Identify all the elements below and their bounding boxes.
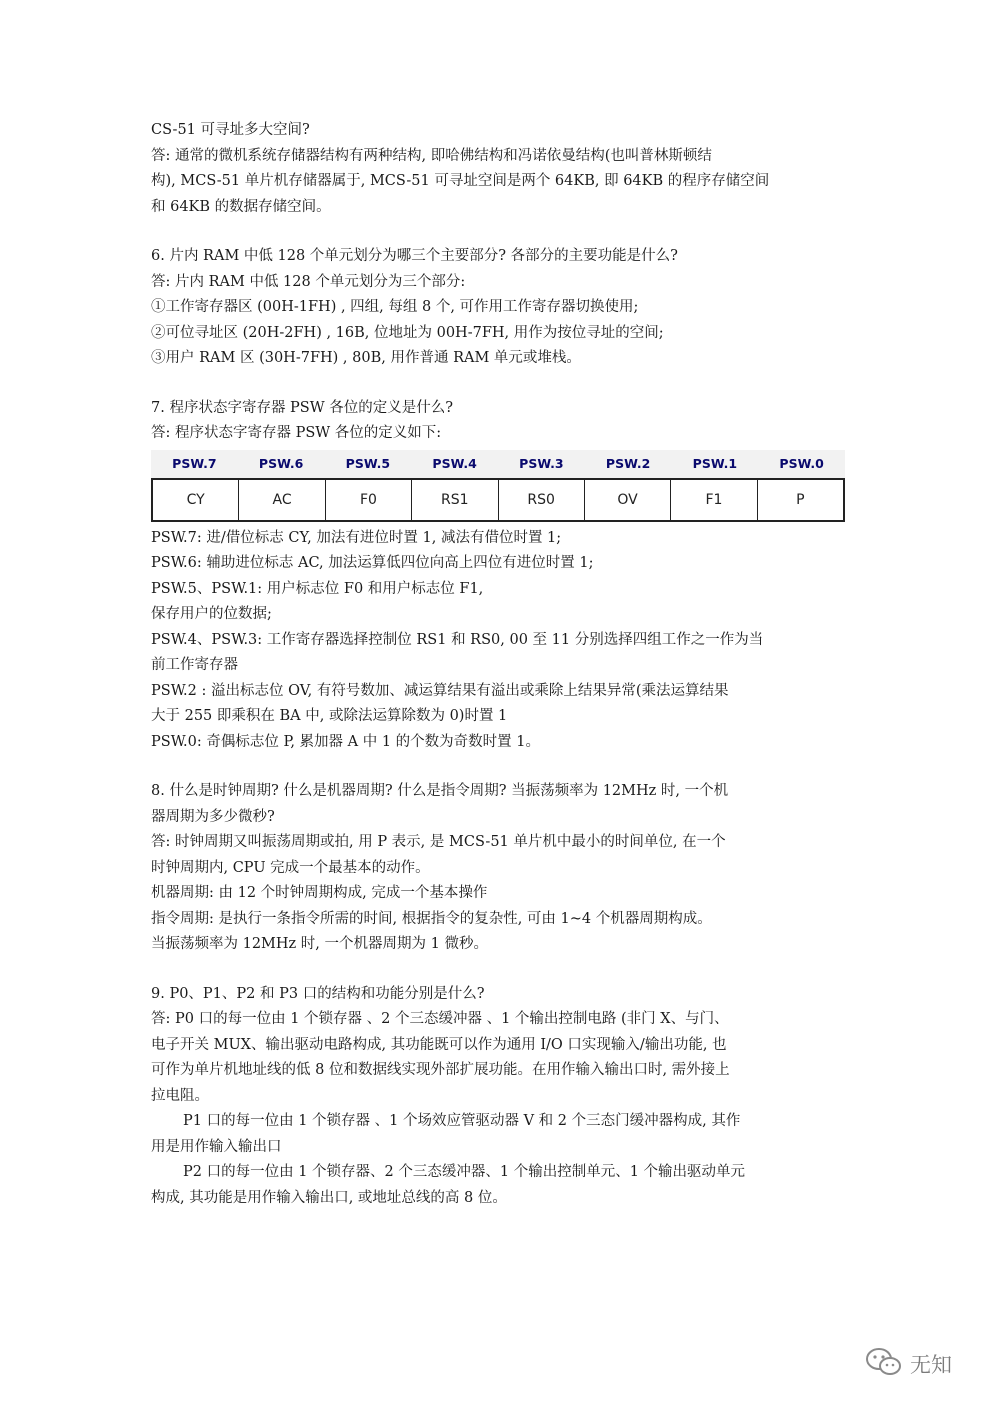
answer-line: ③用户 RAM 区 (30H-7FH) , 80B, 用作普通 RAM 单元或堆栈。 [151, 350, 581, 366]
psw-table [151, 450, 845, 522]
psw-desc-line: PSW.0: 奇偶标志位 P, 累加器 A 中 1 的个数为奇数时置 1。 [151, 733, 540, 750]
paragraph-line: 构), MCS-51 单片机存储器属于, MCS-51 可寻址空间是两个 64KB, 即 64KB 的程序存储空间 [151, 173, 770, 189]
psw-desc-line: 前工作寄存器 [151, 657, 238, 673]
answer-line: 可作为单片机地址线的低 8 位和数据线实现外部扩展功能。在用作输入输出口时, 需外接上 [151, 1062, 730, 1078]
answer-line: 拉电阻。 [151, 1087, 209, 1104]
paragraph-line: 和 64KB 的数据存储空间。 [151, 198, 331, 215]
psw-bit-cell: P [796, 491, 805, 508]
psw-header-cell: PSW.0 [779, 456, 824, 471]
document-body [151, 118, 851, 1211]
question-7: 7. 程序状态字寄存器 PSW 各位的定义是什么? [151, 399, 454, 416]
psw-header-cell: PSW.5 [345, 456, 391, 471]
watermark-text: 无知 [910, 1353, 952, 1377]
answer-line: 指令周期: 是执行一条指令所需的时间, 根据指令的复杂性, 可由 1~4 个机器周期构成。 [151, 910, 712, 927]
answer-line: 答: 程序状态字寄存器 PSW 各位的定义如下: [151, 425, 442, 441]
answer-line: 答: P0 口的每一位由 1 个锁存器 、2 个三态缓冲器 、1 个输出控制电路 (非门 X、与门、 [151, 1011, 729, 1027]
answer-line: 答: 时钟周期又叫振荡周期或拍, 用 P 表示, 是 MCS-51 单片机中最小的时间单位, 在一个 [151, 834, 726, 850]
psw-desc-line: 大于 255 即乘积在 BA 中, 或除法运算除数为 0)时置 1 [151, 708, 508, 724]
answer-line: ①工作寄存器区 (00H-1FH) , 四组, 每组 8 个, 可作用工作寄存器切换使用; [151, 299, 639, 315]
watermark [864, 1346, 952, 1382]
psw-bit-cell: CY [153, 480, 239, 520]
answer-line: 电子开关 MUX、输出驱动电路构成, 其功能既可以作为通用 I/O 口实现输入/输出功能, 也 [151, 1036, 727, 1053]
psw-header-cell: PSW.4 [432, 456, 477, 471]
psw-bit-cell: RS1 [412, 480, 498, 520]
answer-line: 时钟周期内, CPU 完成一个最基本的动作。 [151, 859, 430, 876]
psw-header-cell: PSW.2 [605, 456, 651, 471]
wechat-icon [864, 1346, 904, 1382]
answer-line: 构成, 其功能是用作输入输出口, 或地址总线的高 8 位。 [151, 1189, 507, 1206]
paragraph-line: 答: 通常的微机系统存储器结构有两种结构, 即哈佛结构和冯诺依曼结构(也叫普林斯顿结 [151, 147, 712, 164]
answer-line: 当振荡频率为 12MHz 时, 一个机器周期为 1 微秒。 [151, 936, 488, 952]
psw-desc-line: PSW.2 : 溢出标志位 OV, 有符号数加、减运算结果有溢出或乘除上结果异常(乘法运算结果 [151, 682, 729, 699]
psw-desc-line: PSW.7: 进/借位标志 CY, 加法有进位时置 1, 减法有借位时置 1; [151, 529, 562, 546]
psw-desc-line: PSW.5、PSW.1: 用户标志位 F0 和用户标志位 F1, [151, 580, 484, 597]
answer-line: P1 口的每一位由 1 个锁存器 、1 个场效应管驱动器 V 和 2 个三态门缓冲器构成, 其作 [183, 1113, 741, 1129]
psw-header-cell: PSW.7 [172, 456, 217, 471]
question-9: 9. P0、P1、P2 和 P3 口的结构和功能分别是什么? [151, 985, 485, 1002]
psw-header-row [151, 450, 845, 478]
psw-bit-row [151, 478, 845, 522]
question-6: 6. 片内 RAM 中低 128 个单元划分为哪三个主要部分? 各部分的主要功能是什么? [151, 248, 678, 264]
psw-desc-line: PSW.4、PSW.3: 工作寄存器选择控制位 RS1 和 RS0, 00 至 11 分别选择四组工作之一作为当 [151, 631, 764, 648]
paragraph-line: CS-51 可寻址多大空间? [151, 122, 310, 138]
answer-line: ②可位寻址区 (20H-2FH) , 16B, 位地址为 00H-7FH, 用作为按位寻址的空间; [151, 324, 664, 341]
psw-desc-line: PSW.6: 辅助进位标志 AC, 加法运算低四位向高上四位有进位时置 1; [151, 555, 594, 571]
answer-line: 机器周期: 由 12 个时钟周期构成, 完成一个基本操作 [151, 885, 488, 901]
psw-desc-line: 保存用户的位数据; [151, 606, 272, 622]
psw-bit-cell: AC [239, 480, 325, 520]
psw-bit-cell: F0 [326, 480, 412, 520]
psw-header-cell: PSW.1 [692, 456, 738, 471]
psw-header-cell: PSW.6 [258, 456, 304, 471]
psw-bit-cell: OV [585, 480, 671, 520]
answer-line: 答: 片内 RAM 中低 128 个单元划分为三个部分: [151, 273, 466, 290]
answer-line: 用是用作输入输出口 [151, 1138, 282, 1155]
psw-header-cell: PSW.3 [519, 456, 564, 471]
question-8: 8. 什么是时钟周期? 什么是机器周期? 什么是指令周期? 当振荡频率为 12MHz 时, 一个机 [151, 783, 729, 799]
psw-bit-cell: RS0 [499, 480, 585, 520]
psw-bit-cell: F1 [671, 480, 757, 520]
question-8: 器周期为多少微秒? [151, 808, 275, 825]
answer-line: P2 口的每一位由 1 个锁存器、2 个三态缓冲器、1 个输出控制单元、1 个输出驱动单元 [183, 1164, 746, 1180]
